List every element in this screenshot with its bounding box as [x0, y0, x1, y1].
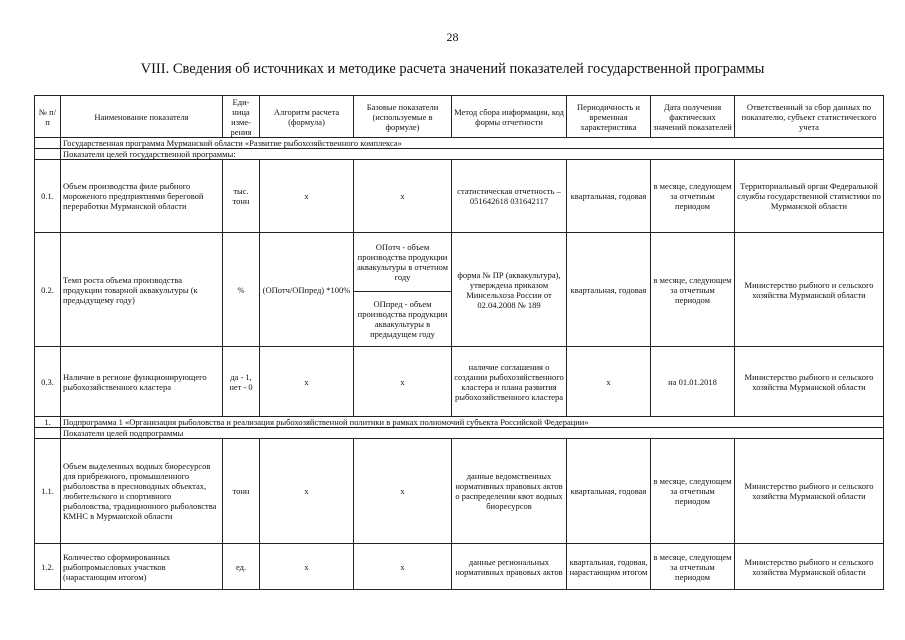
section-row-program: [35, 138, 884, 149]
section-sub-goals-title: Показатели целей подпрограммы: [61, 428, 884, 439]
row-period: квартальная, годовая: [567, 439, 651, 544]
section-goals-title: Показатели целей государственной программы:: [61, 149, 884, 160]
row-date: в месяце, следующем за отчетным периодом: [651, 233, 735, 347]
section-row-subprogram: [35, 417, 884, 428]
row-base-split: [354, 233, 452, 347]
row-method: наличие соглашения о создании рыбохозяйственного кластера и плана развития рыбохозяйственного кластера: [452, 347, 567, 417]
row-num: 1.1.: [35, 439, 61, 544]
row-responsible: Министерство рыбного и сельского хозяйства Мурманской области: [735, 233, 884, 347]
base-current-year: ОПотч - объем производства продукции аквакультуры в отчетном году: [354, 233, 451, 292]
row-unit: да - 1, нет - 0: [223, 347, 260, 417]
row-algorithm: х: [260, 439, 354, 544]
section-row-goals: [35, 149, 884, 160]
header-algorithm: Алгоритм расчета (формула): [260, 96, 354, 138]
header-method: Метод сбора информации, код формы отчетности: [452, 96, 567, 138]
row-base: х: [354, 160, 452, 233]
row-method: данные региональных нормативных правовых актов: [452, 544, 567, 590]
row-base: х: [354, 347, 452, 417]
base-previous-year: ОПпред - объем производства продукции аквакультуры в предыдущем году: [357, 299, 448, 339]
row-algorithm: (ОПотч/ОПпред) *100%: [260, 233, 354, 347]
row-period: х: [567, 347, 651, 417]
table-row: [35, 347, 884, 417]
header-name: Наименование показателя: [61, 96, 223, 138]
row-algorithm: х: [260, 347, 354, 417]
table-row: [35, 439, 884, 544]
row-period: квартальная, годовая: [567, 160, 651, 233]
page-number: 28: [446, 30, 459, 44]
table-row: [35, 544, 884, 590]
row-period: квартальная, годовая, нарастающим итогом: [567, 544, 651, 590]
row-algorithm: х: [260, 544, 354, 590]
table-header-row: [35, 96, 884, 138]
row-unit: %: [223, 233, 260, 347]
row-num: 1.2.: [35, 544, 61, 590]
row-num: 0.3.: [35, 347, 61, 417]
row-method: данные ведомственных нормативных правовых актов о распределении квот водных биоресурсов: [452, 439, 567, 544]
header-base: Базовые показатели (используемые в формуле): [354, 96, 452, 138]
row-base: х: [354, 439, 452, 544]
indicators-table: [34, 95, 884, 590]
row-algorithm: х: [260, 160, 354, 233]
row-base: х: [354, 544, 452, 590]
page-title: VIII. Сведения об источниках и методике расчета значений показателей государственной программы: [140, 61, 765, 77]
row-date: на 01.01.2018: [651, 347, 735, 417]
header-period: Периодичность и временная характеристика: [567, 96, 651, 138]
section-program-title: Государственная программа Мурманской области «Развитие рыбохозяйственного комплекса»: [61, 138, 884, 149]
header-date: Дата получения фактических значений показателей: [651, 96, 735, 138]
row-name: Темп роста объема производства продукции товарной аквакультуры (к предыдущему году): [61, 233, 223, 347]
row-date: в месяце, следующем за отчетным периодом: [651, 544, 735, 590]
row-name: Наличие в регионе функционирующего рыбохозяйственного кластера: [61, 347, 223, 417]
row-date: в месяце, следующем за отчетным периодом: [651, 160, 735, 233]
row-unit: ед.: [223, 544, 260, 590]
header-unit: Еди-ница изме-рения: [223, 96, 260, 138]
row-name: Объем производства филе рыбного мороженого предприятиями береговой переработки Мурманской области: [61, 160, 223, 233]
header-responsible: Ответственный за сбор данных по показателю, субъект статистического учета: [735, 96, 884, 138]
row-unit: тыс. тонн: [223, 160, 260, 233]
row-method: форма № ПР (аквакультура), утверждена приказом Минсельхоза России от 02.04.2008 № 189: [452, 233, 567, 347]
section-subprogram-title: Подпрограмма 1 «Организация рыболовства и реализация рыбохозяйственной политики в рамках полномочий субъекта Российской Федерации»: [61, 417, 884, 428]
section-row-sub-goals: [35, 428, 884, 439]
row-name: Объем выделенных водных биоресурсов для прибрежного, промышленного рыболовства в пресноводных объектах, любительского и спортивного рыболовства, традиционного рыболовства КМНС в Мурманской области: [61, 439, 223, 544]
row-unit: тонн: [223, 439, 260, 544]
table-row: [35, 160, 884, 233]
table-row: [35, 233, 884, 347]
row-date: в месяце, следующем за отчетным периодом: [651, 439, 735, 544]
row-name: Количество сформированных рыбопромысловых участков (нарастающим итогом): [61, 544, 223, 590]
header-num: № п/п: [35, 96, 61, 138]
section-subprogram-num: 1.: [35, 417, 61, 428]
row-period: квартальная, годовая: [567, 233, 651, 347]
row-responsible: Министерство рыбного и сельского хозяйства Мурманской области: [735, 439, 884, 544]
row-method: статистическая отчетность – 051642618 031642117: [452, 160, 567, 233]
row-responsible: Территориальный орган Федеральной службы государственной статистики по Мурманской области: [735, 160, 884, 233]
row-responsible: Министерство рыбного и сельского хозяйства Мурманской области: [735, 347, 884, 417]
row-num: 0.1.: [35, 160, 61, 233]
row-responsible: Министерство рыбного и сельского хозяйства Мурманской области: [735, 544, 884, 590]
row-num: 0.2.: [35, 233, 61, 347]
